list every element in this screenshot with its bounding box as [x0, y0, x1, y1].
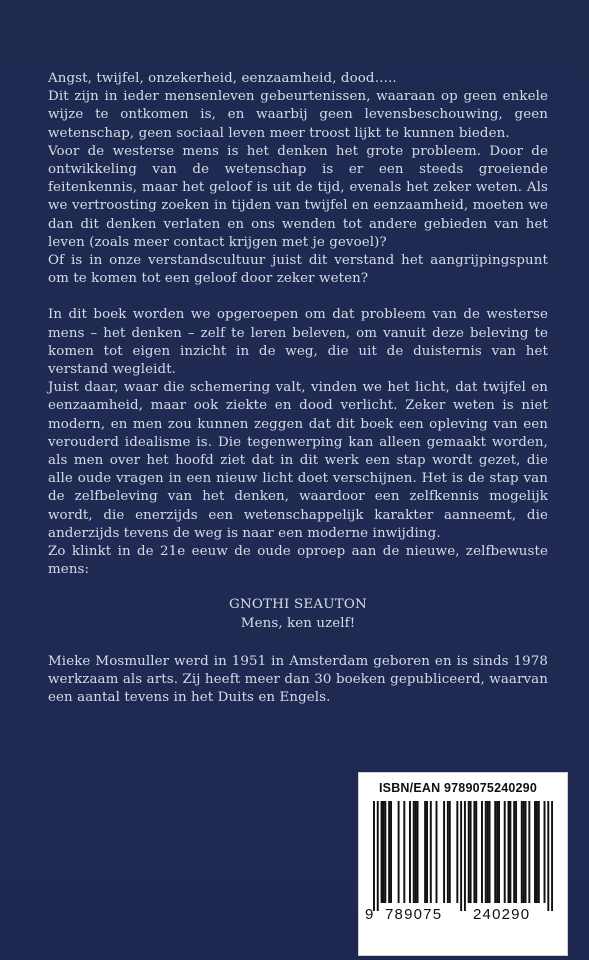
barcode-bar [382, 801, 384, 903]
barcode-bars [373, 801, 553, 911]
barcode-bar [523, 801, 525, 903]
barcode-bar [498, 801, 500, 903]
barcode-bar [426, 801, 428, 903]
barcode-bar [373, 801, 375, 911]
author-bio: Mieke Mosmuller werd in 1951 in Amsterdam geboren en is sinds 1978 werkzaam als arts. Zij heeft meer dan 30 boeken gepubliceerd, waarvan een aantal tevens in het Duits en Engels. [48, 653, 548, 706]
barcode-bar [449, 801, 451, 903]
barcode-bar [481, 801, 483, 903]
paragraph-6: Juist daar, waar die schemering valt, vinden we het licht, dat twijfel en eenzaamheid, maar ook ziekte en dood verlicht. Zeker weten is niet modern, en men zou kunnen zeggen dat dit boek een opleving van een verouderd idealisme is. Die tegenwerping kan alleen gemaakt worden, als men over het hoofd ziet dat in dit werk een stap wordt gezet, die alle oude vragen in een nieuw licht doet verschijnen. Het is de stap van de zelfbeleving van het denken, waardoor een zelfkennis mogelijk wordt, die enerzijds een wetenschappelijk karakter aanneemt, die anderzijds tevens de weg is naar een moderne inwijding. [48, 380, 548, 541]
barcode-bar [487, 801, 489, 903]
barcode-bar [547, 801, 549, 911]
paragraph-2: Dit zijn in ieder mensenleven gebeurtenissen, waaraan op geen enkele wijze te ontkomen is, en waarbij geen levensbeschouwing, geen wetenschap, geen sociaal leven meer troost lijkt te kunnen bieden. [48, 89, 548, 141]
barcode-bar [436, 801, 438, 903]
barcode-bar [515, 801, 517, 903]
barcode-bar [508, 801, 510, 903]
blurb-text [48, 70, 548, 708]
barcode-bar [496, 801, 498, 903]
barcode-bar [521, 801, 523, 903]
barcode-bar [417, 801, 419, 903]
barcode-bar [485, 801, 487, 903]
barcode-bar [415, 801, 417, 903]
barcode-bar [534, 801, 536, 903]
paragraph-5: In dit boek worden we opgeroepen om dat probleem van de westerse mens – het denken – zelf te leren beleven, om vanuit deze beleving te komen tot eigen inzicht in de weg, die uit de duisternis van het verstand wegleidt. [48, 307, 548, 378]
barcode-bar [390, 801, 392, 903]
barcode-bar [447, 801, 449, 903]
paragraph-3: Voor de westerse mens is het denken het grote probleem. Door de ontwikkeling van de wetenschap is er een steeds groeiende feitenkennis, maar het geloof is uit de tijd, evenals het zeker weten. Als we vertroosting zoeken in tijden van twijfel en eenzaamheid, moeten we dan dit denken verlaten en ons wenden tot andere gebieden van het leven (zoals meer contact krijgen met je gevoel)? [48, 143, 548, 250]
barcode-bar [538, 801, 540, 903]
barcode-bar [430, 801, 432, 903]
barcode-digit-group-1: 789075 [385, 906, 443, 923]
barcode-bar [475, 801, 477, 903]
barcode-bar [388, 801, 390, 903]
motto-title: GNOTHI SEAUTON [229, 597, 367, 613]
barcode-bar [381, 801, 383, 903]
barcode-bar [473, 801, 475, 903]
paragraph-4: Of is in onze verstandscultuur juist dit verstand het aangrijpingspunt om te komen tot een geloof door zeker weten? [48, 253, 548, 287]
barcode-bar [513, 801, 515, 903]
paragraph-7: Zo klinkt in de 21e eeuw de oude oproep aan de nieuwe, zelfbewuste mens: [48, 544, 548, 578]
barcode-bar [377, 801, 379, 911]
barcode-bar [384, 801, 386, 903]
barcode-digit-group-2: 240290 [473, 906, 531, 923]
barcode-bar [413, 801, 415, 903]
barcode-bar [424, 801, 426, 903]
barcode-bar [468, 801, 470, 903]
barcode-bar [494, 801, 496, 903]
barcode-bar [464, 801, 466, 911]
barcode-bar [544, 801, 546, 903]
barcode-bar [509, 801, 511, 903]
barcode-digit-lead: 9 [365, 906, 375, 923]
barcode-bar [456, 801, 458, 903]
barcode-bar [551, 801, 553, 911]
isbn-text: ISBN/EAN 9789075240290 [379, 781, 537, 795]
barcode-bar [528, 801, 530, 903]
barcode-bar [398, 801, 400, 903]
barcode-bar [460, 801, 462, 911]
barcode-bar [504, 801, 506, 903]
barcode-label [358, 772, 568, 956]
barcode-bar [403, 801, 405, 903]
barcode-bar [536, 801, 538, 903]
barcode-bar [409, 801, 411, 903]
barcode-bar [525, 801, 527, 903]
motto-translation: Mens, ken uzelf! [240, 615, 356, 631]
paragraph-1: Angst, twijfel, onzekerheid, eenzaamheid, dood….. [48, 71, 397, 86]
barcode-bar [489, 801, 491, 903]
barcode-bar [470, 801, 472, 903]
barcode-bar [443, 801, 445, 903]
